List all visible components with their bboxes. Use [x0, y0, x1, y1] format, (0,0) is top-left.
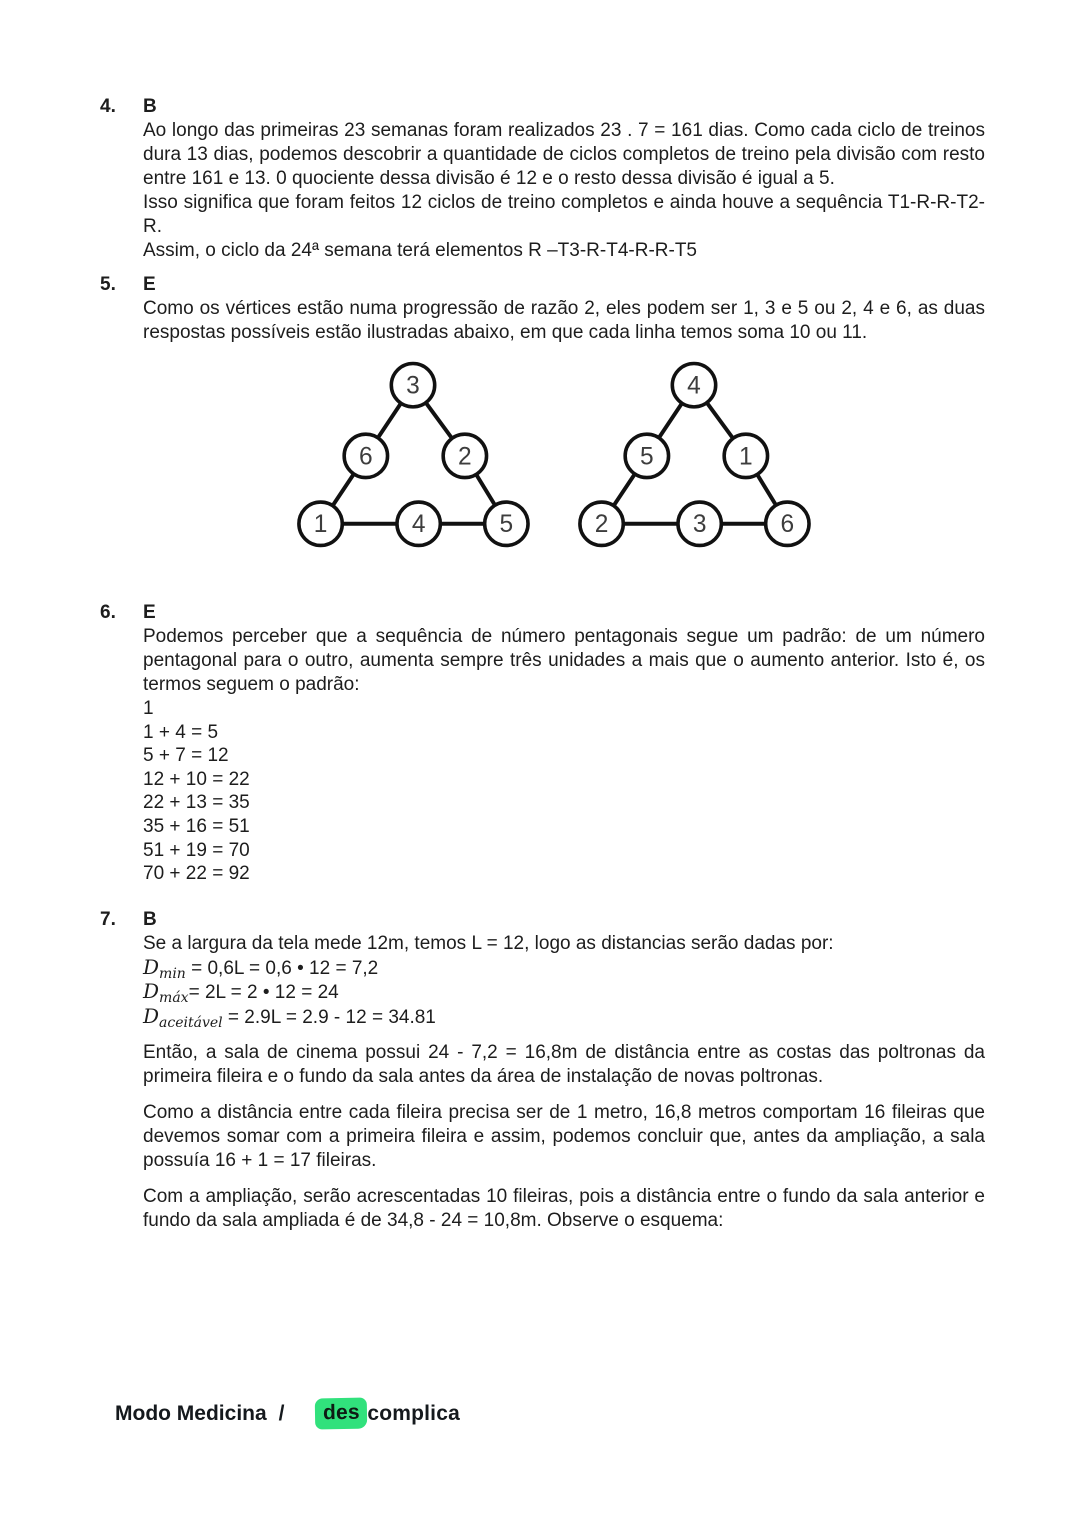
brand-separator: /: [278, 1401, 285, 1425]
math-subscript: min: [159, 965, 186, 982]
svg-text:2: 2: [594, 511, 609, 539]
sequence-line: 35 + 16 = 51: [143, 815, 250, 837]
item-number: 4.: [100, 96, 116, 117]
math-variable: D: [143, 979, 160, 1004]
solution-item-4: [100, 95, 985, 263]
solution-paragraph: Com a ampliação, serão acrescentadas 10 fileiras, pois a distância entre o fundo da sala anterior e fundo da sala ampliada é de 34,8 - 24 = 10,8m. Observe o esquema:: [143, 1186, 985, 1232]
solution-item-6: [100, 601, 985, 886]
svg-text:1: 1: [313, 511, 328, 539]
brand-text: Modo Medicina: [115, 1401, 267, 1425]
solution-paragraph: Se a largura da tela mede 12m, temos L = 12, logo as distancias serão dadas por:: [143, 932, 834, 954]
answer-letter: B: [143, 908, 157, 930]
item-number: 5.: [100, 274, 116, 295]
formula-text: = 2L = 2 • 12 = 24: [188, 982, 339, 1004]
svg-text:4: 4: [687, 372, 701, 400]
solution-paragraph: Isso significa que foram feitos 12 ciclos de treino completos e ainda houve a sequência T1-R-R-T2-R.: [143, 192, 985, 237]
svg-text:3: 3: [692, 511, 707, 539]
answer-letter: B: [143, 96, 157, 117]
item-number: 7.: [100, 908, 116, 930]
sequence-line: 70 + 22 = 92: [143, 863, 250, 885]
solution-paragraph: Podemos perceber que a sequência de número pentagonais segue um padrão: de um número pentagonal para o outro, aumenta sempre três unidades a mais que o aumento anterior. Isto é, os termos seguem o padrão:: [143, 626, 985, 695]
sequence-line: 22 + 13 = 35: [143, 792, 250, 814]
descomplica-logo: [315, 1398, 460, 1429]
solution-paragraph: Então, a sala de cinema possui 24 - 7,2 = 16,8m de distância entre as costas das poltronas da primeira fileira e o fundo da sala antes da área de instalação de novas poltronas.: [143, 1042, 985, 1088]
sequence-line: 5 + 7 = 12: [143, 745, 229, 767]
triangle-diagram: [292, 355, 534, 553]
formula-dmin: [143, 956, 985, 981]
footer: [115, 1398, 460, 1429]
svg-text:6: 6: [780, 511, 795, 539]
svg-text:6: 6: [359, 443, 373, 471]
math-variable: D: [143, 1003, 160, 1028]
solution-paragraph: Assim, o ciclo da 24ª semana terá elementos R –T3-R-T4-R-R-T5: [143, 240, 697, 261]
formula-dmax: [143, 980, 985, 1005]
item-body: [143, 601, 985, 886]
sequence-line: 51 + 19 = 70: [143, 839, 250, 861]
logo-des-badge: des: [314, 1398, 366, 1430]
item-body: [143, 273, 985, 591]
item-body: [143, 95, 985, 263]
svg-text:1: 1: [739, 443, 753, 471]
svg-text:3: 3: [406, 372, 420, 400]
math-variable: D: [143, 954, 160, 979]
logo-suffix-text: complica: [367, 1401, 460, 1425]
formula-text: = 0,6L = 0,6 • 12 = 7,2: [185, 957, 379, 979]
sequence-line: 1 + 4 = 5: [143, 721, 219, 743]
sequence-line: 12 + 10 = 22: [143, 768, 250, 790]
svg-text:4: 4: [411, 511, 426, 539]
solution-paragraph: Ao longo das primeiras 23 semanas foram realizados 23 . 7 = 161 dias. Como cada ciclo de treinos dura 13 dias, podemos descobrir a quantidade de ciclos completos de treino pela divisão com resto entre 161 e 13. 0 quociente dessa divisão é 12 e o resto dessa divisão é igual a 5.: [143, 120, 985, 189]
answer-letter: E: [143, 602, 156, 623]
item-number: 6.: [100, 602, 116, 623]
svg-text:5: 5: [499, 511, 514, 539]
triangle-diagram: [573, 355, 815, 553]
math-subscript: aceitável: [159, 1014, 223, 1031]
solution-item-7: [100, 908, 985, 1234]
triangle-diagrams: [292, 355, 985, 553]
item-body: [143, 908, 985, 1234]
formula-daceitavel: [143, 1005, 985, 1030]
svg-text:2: 2: [458, 443, 472, 471]
svg-text:5: 5: [640, 443, 654, 471]
solution-item-5: [100, 273, 985, 591]
solution-paragraph: Como os vértices estão numa progressão de razão 2, eles podem ser 1, 3 e 5 ou 2, 4 e 6, as duas respostas possíveis estão ilustradas abaixo, em que cada linha temos soma 10 ou 11.: [143, 298, 985, 343]
solution-paragraph: Como a distância entre cada fileira precisa ser de 1 metro, 16,8 metros comportam 16 fileiras que devemos somar com a primeira fileira e assim, podemos concluir que, antes da ampliação, a sala possuía 16 + 1 = 17 fileiras.: [143, 1102, 985, 1172]
answer-letter: E: [143, 274, 156, 295]
math-subscript: máx: [159, 990, 189, 1007]
formula-text: = 2.9L = 2.9 - 12 = 34.81: [222, 1006, 436, 1028]
number-sequence: [143, 697, 985, 886]
sequence-line: 1: [143, 698, 154, 719]
